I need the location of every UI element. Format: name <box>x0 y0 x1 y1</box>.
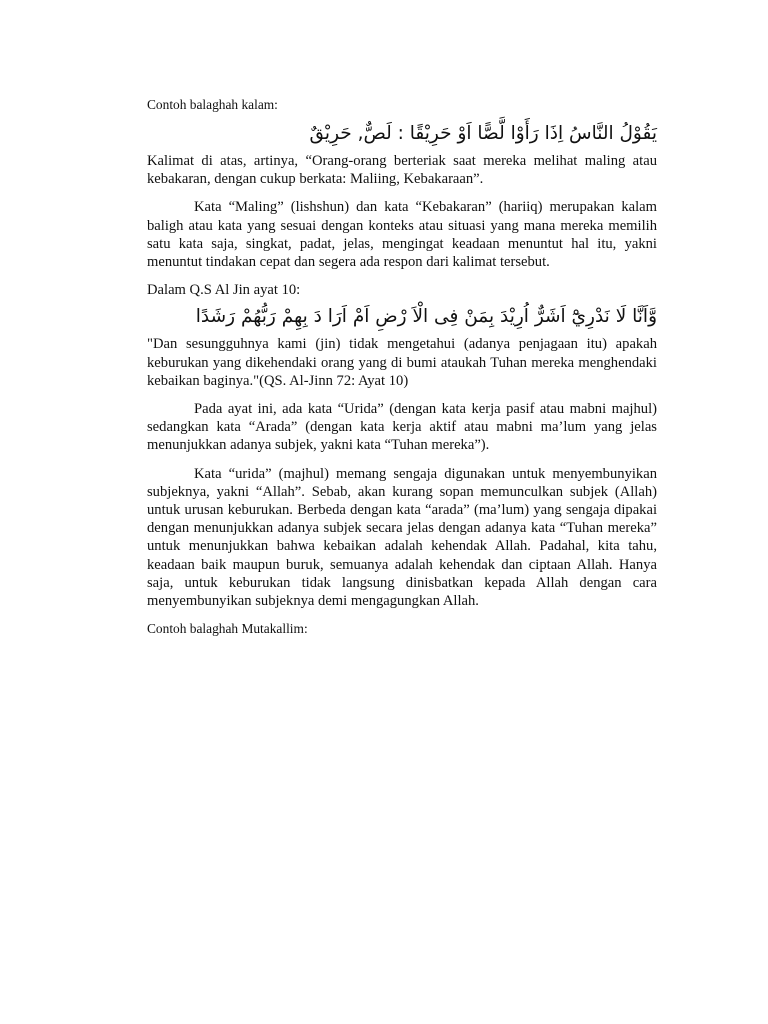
heading-mutakallim: Contoh balaghah Mutakallim: <box>147 621 308 637</box>
paragraph-verse-translation: "Dan sesungguhnya kami (jin) tidak mengetahui (adanya penjagaan itu) apakah keburukan yang dikehendaki orang yang di bumi ataukah Tuhan mereka menghendaki kebaikan baginya."(QS. Al-Jinn 72: Ayat 10) <box>147 336 657 389</box>
label-surah-jin: Dalam Q.S Al Jin ayat 10: <box>147 282 301 299</box>
document-page <box>147 96 657 644</box>
arabic-verse-jin: وَّاَنَّا لَا نَدْرِيْٓ اَشَرٌّ اُرِيْدَ بِمَنْ فِى الْاَ رْضِ اَمْ اَرَا دَ بِهِمْ رَبُّهُمْ رَشَدًا <box>195 306 657 328</box>
heading-kalam: Contoh balaghah kalam: <box>147 97 278 112</box>
paragraph-explanation: Kata “urida” (majhul) memang sengaja digunakan untuk menyembunyikan subjeknya, yakni “Allah”. Sebab, akan kurang sopan memunculkan subjek (Allah) untuk urusan keburukan. Berbeda dengan kata “arada” (ma’lum) yang sengaja dipakai dengan menunjukkan adanya subjek secara jelas dengan adanya kata “Tuhan mereka” untuk menunjukkan bahwa kebaikan adalah kehendak Allah. Padahal, kita tahu, keadaan baik maupun buruk, semuanya adalah kehendak dan ciptaan Allah. Hanya saja, untuk keburukan tidak langsung dinisbatkan kepada Allah dengan cara menyembunyikan subjeknya demi mengagungkan Allah. <box>147 465 657 610</box>
arabic-example-kalam: يَقُوْلُ النَّاسُ اِذَا رَأَوْا لَّصًّا اَوْ حَرِيْقًا : لَصٌّ, حَرِيْقٌ <box>309 123 657 144</box>
paragraph-urida-arada: Pada ayat ini, ada kata “Urida” (dengan kata kerja pasif atau mabni majhul) sedangkan kata “Arada” (dengan kata kerja aktif atau mabni ma’lum yang jelas menunjukkan adanya subjek, yakni kata “Tuhan mereka”). <box>147 401 657 454</box>
paragraph-translation: Kalimat di atas, artinya, “Orang-orang berteriak saat mereka melihat maling atau kebakaran, dengan cukup berkata: Maliing, Kebakaraan”. <box>147 153 657 188</box>
paragraph-kalam-baligh: Kata “Maling” (lishshun) dan kata “Kebakaran” (hariiq) merupakan kalam baligh atau kata yang sesuai dengan konteks atau situasi yang mana mereka memilih satu kata saja, singkat, padat, jelas, mengingat keadaan menuntut hal itu, yakni menuntut tindakan cepat dan segera ada respon dari kalimat tersebut. <box>147 199 657 271</box>
